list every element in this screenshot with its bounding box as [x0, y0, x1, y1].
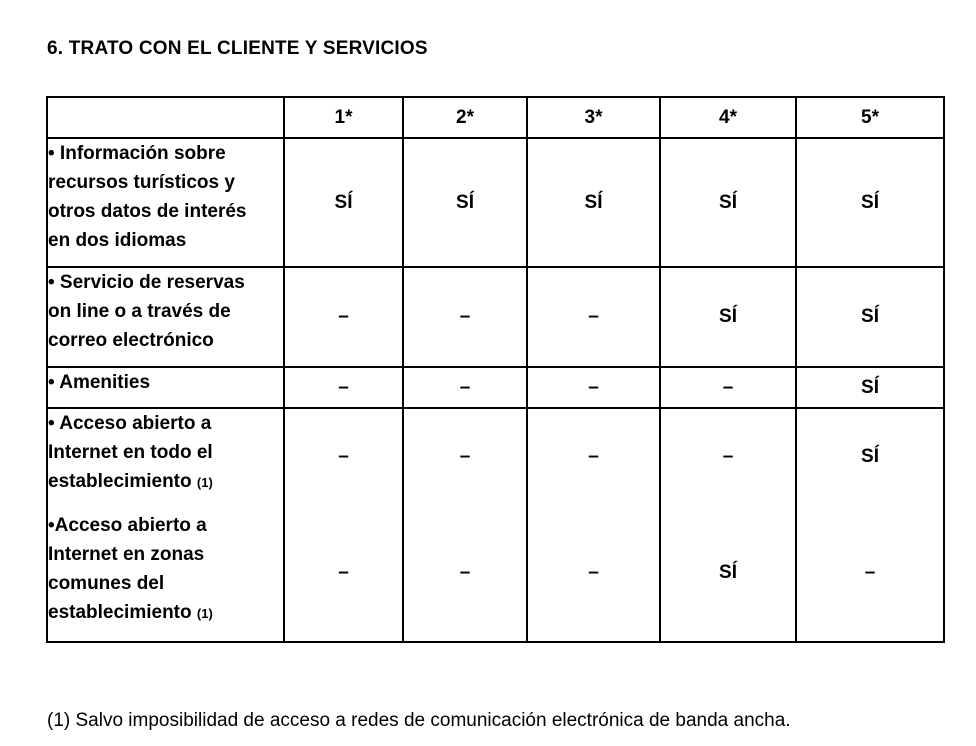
cell-value: – — [527, 505, 660, 642]
table-row — [47, 267, 944, 367]
row-label: • Información sobre recursos turísticos y otros datos de interés en dos idiomas — [47, 138, 284, 267]
footnote-ref: (1) — [196, 475, 213, 490]
cell-value: – — [284, 505, 403, 642]
section-title: 6. TRATO CON EL CLIENTE Y SERVICIOS — [47, 38, 428, 59]
header-1-star: 1* — [284, 97, 403, 138]
cell-value: SÍ — [403, 138, 527, 267]
cell-value: – — [660, 367, 796, 408]
cell-value: SÍ — [284, 138, 403, 267]
table-row — [47, 138, 944, 267]
cell-value: SÍ — [660, 505, 796, 642]
cell-value: – — [527, 267, 660, 367]
cell-value: – — [403, 267, 527, 367]
cell-value: SÍ — [796, 267, 944, 367]
cell-value: – — [527, 408, 660, 505]
header-4-star: 4* — [660, 97, 796, 138]
cell-value: SÍ — [796, 138, 944, 267]
cell-value: SÍ — [796, 367, 944, 408]
cell-value: – — [403, 408, 527, 505]
header-row — [47, 97, 944, 138]
cell-value: – — [284, 267, 403, 367]
table-row — [47, 408, 944, 505]
cell-value: – — [403, 505, 527, 642]
header-3-star: 3* — [527, 97, 660, 138]
services-table — [46, 96, 945, 643]
cell-value: – — [284, 408, 403, 505]
row-label: • Servicio de reservas on line o a través de correo electrónico — [47, 267, 284, 367]
row-label: • Acceso abierto a Internet en todo el establecimiento (1) — [47, 408, 284, 505]
cell-value: SÍ — [660, 138, 796, 267]
cell-value: – — [403, 367, 527, 408]
cell-value: SÍ — [796, 408, 944, 505]
cell-value: SÍ — [527, 138, 660, 267]
row-label: • Amenities — [47, 367, 284, 408]
header-2-star: 2* — [403, 97, 527, 138]
cell-value: SÍ — [660, 267, 796, 367]
cell-value: – — [796, 505, 944, 642]
header-5-star: 5* — [796, 97, 944, 138]
table-row — [47, 505, 944, 642]
row-label: •Acceso abierto a Internet en zonas comunes del establecimiento (1) — [47, 505, 284, 642]
header-empty — [47, 97, 284, 138]
footnote: (1) Salvo imposibilidad de acceso a redes de comunicación electrónica de banda ancha. — [47, 710, 791, 731]
table-row — [47, 367, 944, 408]
cell-value: – — [284, 367, 403, 408]
cell-value: – — [527, 367, 660, 408]
cell-value: – — [660, 408, 796, 505]
footnote-ref: (1) — [196, 606, 213, 621]
